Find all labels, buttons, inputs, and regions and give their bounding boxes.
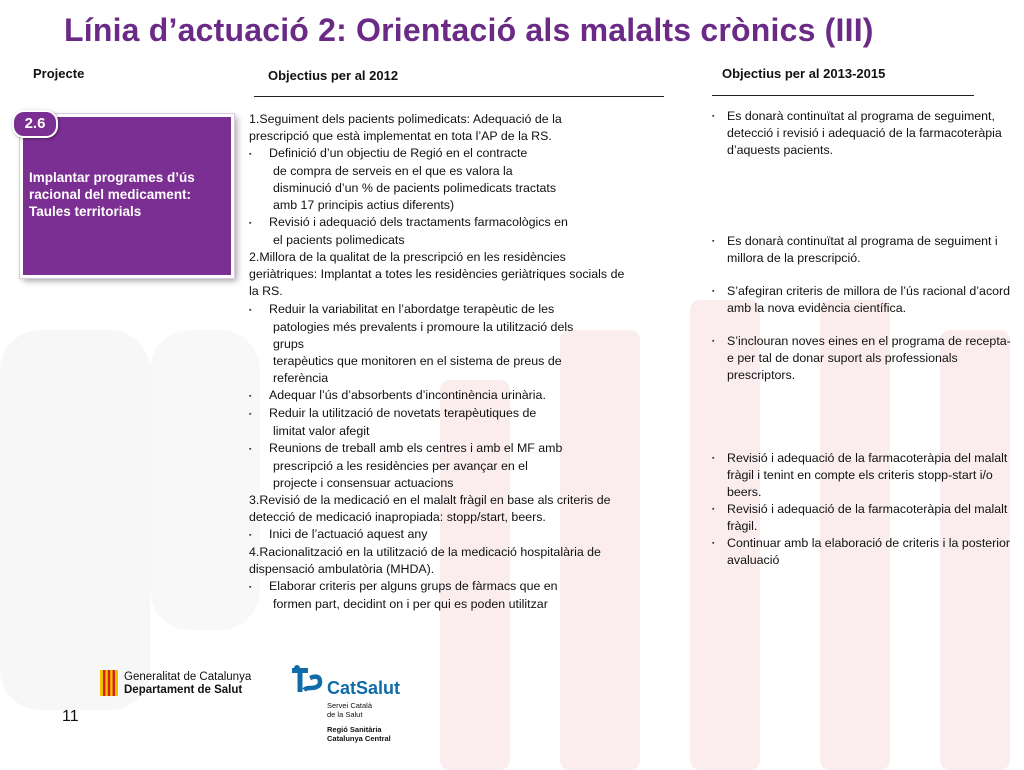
objectiu-2012-text: patologies més prevalents i promoure la utilització dels — [273, 319, 574, 334]
bullet-icon: ▪ — [712, 288, 715, 295]
objectiu-2013-2015-item — [712, 233, 1012, 267]
catsalut-subtitle — [327, 702, 372, 719]
objectiu-2013-2015-item — [712, 333, 1012, 384]
catsalut-sub-line2: de la Salut — [327, 709, 363, 719]
page-title: Línia d’actuació 2: Orientació als malalts crònics (III) — [64, 12, 874, 48]
project-card — [20, 114, 234, 278]
objectiu-2012-line — [249, 561, 689, 578]
objectiu-2013-2015-text: Revisió i adequació de la farmacoteràpia del malalt fràgil. — [727, 502, 1008, 533]
objectiu-2012-text: formen part, decidint on i per qui es poden utilitzar — [273, 597, 548, 612]
objectiu-2012-line — [249, 578, 689, 596]
objectiu-2012-text: el pacients polimedicats — [273, 233, 405, 248]
objectiu-2013-2015-text: Es donarà continuïtat al programa de seguiment, detecció i revisió i adequació de la farmacoteràpia d’aquests pacients. — [727, 109, 1002, 157]
objectiu-2012-text: Reduir la variabilitat en l’abordatge terapèutic de les — [269, 301, 555, 316]
objectius-2013-2015-list — [712, 108, 1012, 569]
objectiu-2012-line — [249, 353, 689, 370]
objectiu-2013-2015-text: Es donarà continuïtat al programa de seguiment i millora de la prescripció. — [727, 234, 998, 265]
objectiu-2012-line — [249, 128, 689, 145]
header-objectius-2013-2015: Objectius per al 2013-2015 — [722, 66, 886, 81]
objectiu-2012-text: de compra de serveis en el que es valora la — [273, 164, 513, 179]
bullet-icon: ▪ — [249, 220, 252, 228]
bullet-icon: ▪ — [249, 584, 252, 592]
catsalut-logo-icon — [290, 664, 324, 698]
objectiu-2012-text: amb 17 principis actius diferents) — [273, 198, 455, 213]
objectiu-2012-line — [249, 544, 689, 561]
objectiu-2012-line — [249, 458, 689, 475]
page-number: 11 — [62, 708, 79, 725]
bullet-icon: ▪ — [712, 238, 715, 245]
catsalut-region-line1: Regió Sanitària — [327, 725, 382, 734]
bullet-icon: ▪ — [712, 506, 715, 513]
objectiu-2012-line — [249, 492, 689, 509]
objectiu-2013-2015-text: S’inclouran noves eines en el programa de recepta-e per tal de donar suport als professionals prescriptors. — [727, 334, 1011, 382]
objectiu-2012-line — [249, 526, 689, 544]
objectiu-2012-line — [249, 370, 689, 387]
objectiu-2012-line — [249, 596, 689, 613]
objectiu-2012-text: limitat valor afegit — [273, 423, 370, 438]
objectiu-2012-text: dispensació ambulatòria (MHDA). — [249, 562, 435, 577]
objectiu-2012-text: prescripció que està implementat en tota l’AP de la RS. — [249, 129, 552, 144]
objectiu-2012-line — [249, 475, 689, 492]
objectiu-2012-line — [249, 319, 689, 336]
objectiu-2012-text: Definició d’un objectiu de Regió en el contracte — [269, 146, 528, 161]
objectiu-2013-2015-text: S’afegiran criteris de millora de l’ús racional d’acord amb la nova evidència científica. — [727, 284, 1011, 315]
objectiu-2012-text: grups — [273, 336, 304, 351]
objectiu-2012-line — [249, 249, 689, 266]
objectiu-2012-text: Elaborar criteris per alguns grups de fàrmacs que en — [269, 579, 558, 594]
header-objectius-2012: Objectius per al 2012 — [268, 68, 399, 83]
objectiu-2012-line — [249, 111, 689, 128]
divider-2012 — [254, 96, 664, 97]
objectiu-2013-2015-text: Continuar amb la elaboració de criteris i la posterior avaluació — [727, 536, 1011, 567]
objectiu-2013-2015-item — [712, 283, 1012, 317]
catsalut-sub-line1: Servei Català — [327, 701, 373, 710]
objectiu-2013-2015-item — [712, 108, 1012, 159]
bullet-icon: ▪ — [712, 540, 715, 547]
objectiu-2012-text: Reduir la utilització de novetats terapèutiques de — [269, 405, 537, 420]
objectiu-2012-text: disminució d’un % de pacients polimedicats tractats — [273, 181, 557, 196]
objectiu-2012-line — [249, 440, 689, 458]
objectiu-2012-text: 4.Racionalització en la utilització de la medicació hospitalària de — [249, 545, 601, 560]
generalitat-line1: Generalitat de Catalunya — [124, 671, 252, 683]
divider-2013-2015 — [712, 95, 974, 96]
objectiu-2012-line — [249, 283, 689, 300]
catsalut-region-line2: Catalunya Central — [327, 733, 391, 743]
objectiu-2012-line — [249, 145, 689, 163]
objectiu-2012-text: Inici de l’actuació aquest any — [269, 527, 428, 542]
generalitat-logo-text — [124, 671, 251, 697]
objectiu-2012-text: Revisió i adequació dels tractaments farmacològics en — [269, 215, 568, 230]
objectiu-2012-text: detecció de medicació inapropiada: stopp/start, beers. — [249, 510, 546, 525]
bullet-icon: ▪ — [249, 532, 252, 540]
objectiu-2012-line — [249, 163, 689, 180]
project-number-badge: 2.6 — [12, 110, 58, 138]
objectiu-2013-2015-text: Revisió i adequació de la farmacoteràpia del malalt fràgil i tenint en compte els criteris stopp-start i/o beers. — [727, 451, 1008, 499]
objectiu-2012-text: Reunions de treball amb els centres i amb el MF amb — [269, 440, 563, 455]
objectiu-2012-text: 1.Seguiment dels pacients polimedicats: Adequació de la — [249, 112, 562, 126]
objectiu-2012-line — [249, 423, 689, 440]
project-title: Implantar programes d’ús racional del medicament: Taules territorials — [29, 170, 195, 219]
bullet-icon: ▪ — [249, 151, 252, 159]
objectiu-2012-line — [249, 197, 689, 214]
objectiu-2012-line — [249, 232, 689, 249]
objectiu-2013-2015-item — [712, 450, 1012, 501]
objectiu-2012-line — [249, 405, 689, 423]
bullet-icon: ▪ — [712, 455, 715, 462]
objectiu-2013-2015-item — [712, 535, 1012, 569]
objectiu-2012-text: 3.Revisió de la medicació en el malalt fràgil en base als criteris de — [249, 493, 611, 508]
objectiu-2012-text: terapèutics que monitoren en el sistema de preus de — [273, 353, 562, 368]
catsalut-name: CatSalut — [327, 678, 401, 698]
objectiu-2012-text: referència — [273, 370, 329, 385]
objectiu-2012-text: prescripció a les residències per avançar en el — [273, 458, 528, 473]
catsalut-region — [327, 726, 391, 743]
bullet-icon: ▪ — [249, 306, 252, 314]
objectiu-2012-line — [249, 509, 689, 526]
generalitat-flag-icon — [100, 670, 118, 696]
bullet-icon: ▪ — [249, 392, 252, 400]
bullet-icon: ▪ — [249, 410, 252, 418]
objectiu-2012-text: Adequar l’ús d’absorbents d’incontinència urinària. — [269, 387, 546, 402]
objectius-2012-list — [249, 111, 689, 613]
objectiu-2012-line — [249, 301, 689, 319]
objectiu-2013-2015-item — [712, 501, 1012, 535]
bullet-icon: ▪ — [712, 113, 715, 120]
objectiu-2012-text: la RS. — [249, 284, 283, 299]
objectiu-2012-line — [249, 180, 689, 197]
generalitat-line2: Departament de Salut — [124, 684, 243, 696]
objectiu-2012-line — [249, 387, 689, 405]
objectiu-2012-line — [249, 336, 689, 353]
objectiu-2012-text: projecte i consensuar actuacions — [273, 475, 454, 490]
bullet-icon: ▪ — [249, 445, 252, 453]
objectiu-2012-line — [249, 214, 689, 232]
objectiu-2012-text: geriàtriques: Implantat a totes les residències geriàtriques socials de — [249, 267, 625, 282]
objectiu-2012-line — [249, 266, 689, 283]
header-projecte: Projecte — [33, 66, 85, 81]
objectiu-2012-text: 2.Millora de la qualitat de la prescripció en les residències — [249, 250, 566, 265]
bullet-icon: ▪ — [712, 338, 715, 345]
